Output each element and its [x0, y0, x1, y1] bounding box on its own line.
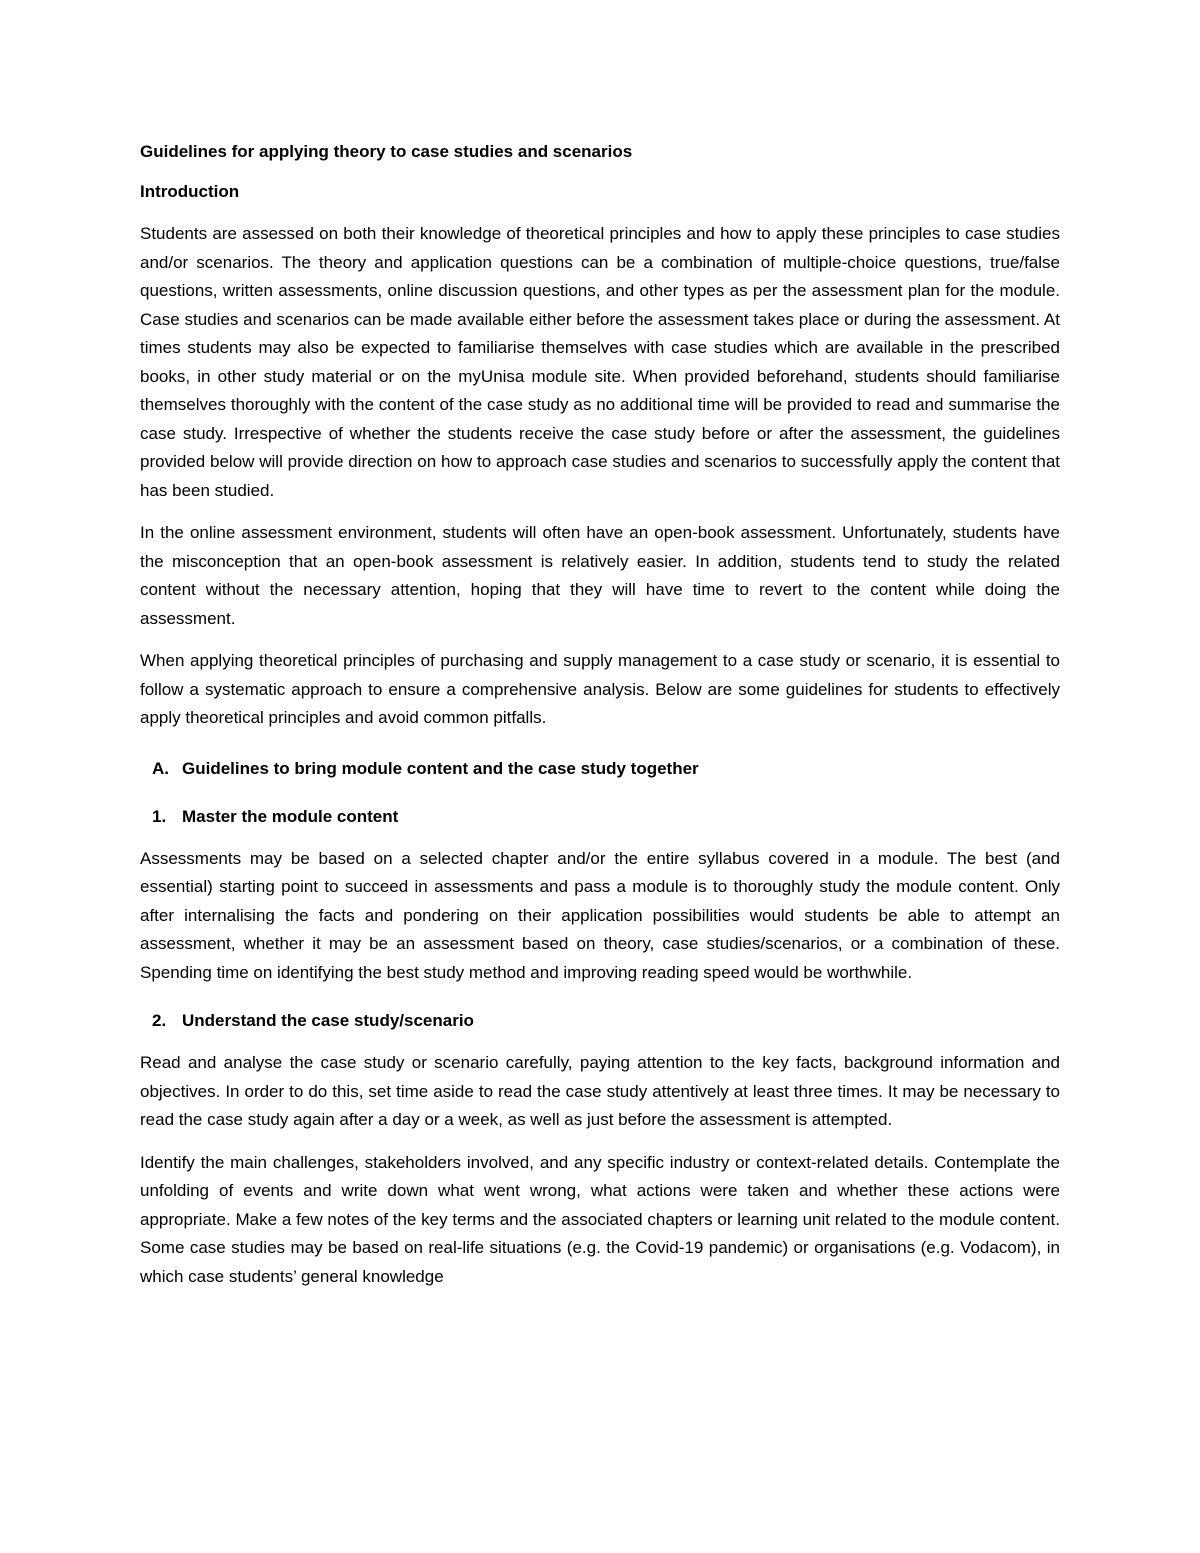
- document-page: [140, 138, 1060, 1305]
- item-2-paragraph: Identify the main challenges, stakeholders involved, and any specific industry or context-related details. Contemplate the unfolding of events and write down what went wrong, what actions were taken and whether these actions were appropriate. Make a few notes of the key terms and the associated chapters or learning unit related to the module content. Some case studies may be based on real-life situations (e.g. the Covid-19 pandemic) or organisations (e.g. Vodacom), in which case students’ general knowledge: [140, 1152, 1060, 1286]
- item-2-paragraph: Read and analyse the case study or scenario carefully, paying attention to the key facts, background information and objectives. In order to do this, set time aside to read the case study attentively at least three times. It may be necessary to read the case study again after a day or a week, as well as just before the assessment is attempted.: [140, 1053, 1060, 1129]
- introduction-heading: Introduction: [140, 182, 240, 201]
- item-2-title: Understand the case study/scenario: [182, 1011, 474, 1030]
- item-1-paragraph: Assessments may be based on a selected chapter and/or the entire syllabus covered in a module. The best (and essential) starting point to succeed in assessments and pass a module is to thoroughly study the module content. Only after internalising the facts and pondering on their application possibilities would students be able to attempt an assessment, whether it may be an assessment based on theory, case studies/scenarios, or a combination of these. Spending time on identifying the best study method and improving reading speed would be worthwhile.: [140, 848, 1060, 982]
- item-2-marker: 2.: [152, 1011, 167, 1030]
- document-title: Guidelines for applying theory to case studies and scenarios: [140, 142, 633, 161]
- item-2-heading: [140, 1007, 1060, 1035]
- section-a-title: Guidelines to bring module content and the case study together: [182, 758, 699, 778]
- item-1-heading: [140, 803, 1060, 831]
- section-a-marker: A.: [152, 758, 169, 778]
- item-1-marker: 1.: [152, 806, 167, 826]
- intro-paragraph: In the online assessment environment, students will often have an open-book assessment. Unfortunately, students have the misconception that an open-book assessment is relatively easier. In addition, students tend to study the related content without the necessary attention, hoping that they will have time to revert to the content while doing the assessment.: [140, 523, 1060, 628]
- item-1-title: Master the module content: [182, 806, 399, 826]
- section-a-heading: [140, 755, 1060, 783]
- intro-paragraph: When applying theoretical principles of purchasing and supply management to a case study or scenario, it is essential to follow a systematic approach to ensure a comprehensive analysis. Below are some guidelines for students to effectively apply theoretical principles and avoid common pitfalls.: [140, 651, 1060, 727]
- intro-paragraph: Students are assessed on both their knowledge of theoretical principles and how to apply these principles to case studies and/or scenarios. The theory and application questions can be a combination of multiple-choice questions, true/false questions, written assessments, online discussion questions, and other types as per the assessment plan for the module. Case studies and scenarios can be made available either before the assessment takes place or during the assessment. At times students may also be expected to familiarise themselves with case studies which are available in the prescribed books, in other study material or on the myUnisa module site. When provided beforehand, students should familiarise themselves thoroughly with the content of the case study as no additional time will be provided to read and summarise the case study. Irrespective of whether the students receive the case study before or after the assessment, the guidelines provided below will provide direction on how to approach case studies and scenarios to successfully apply the content that has been studied.: [140, 224, 1060, 500]
